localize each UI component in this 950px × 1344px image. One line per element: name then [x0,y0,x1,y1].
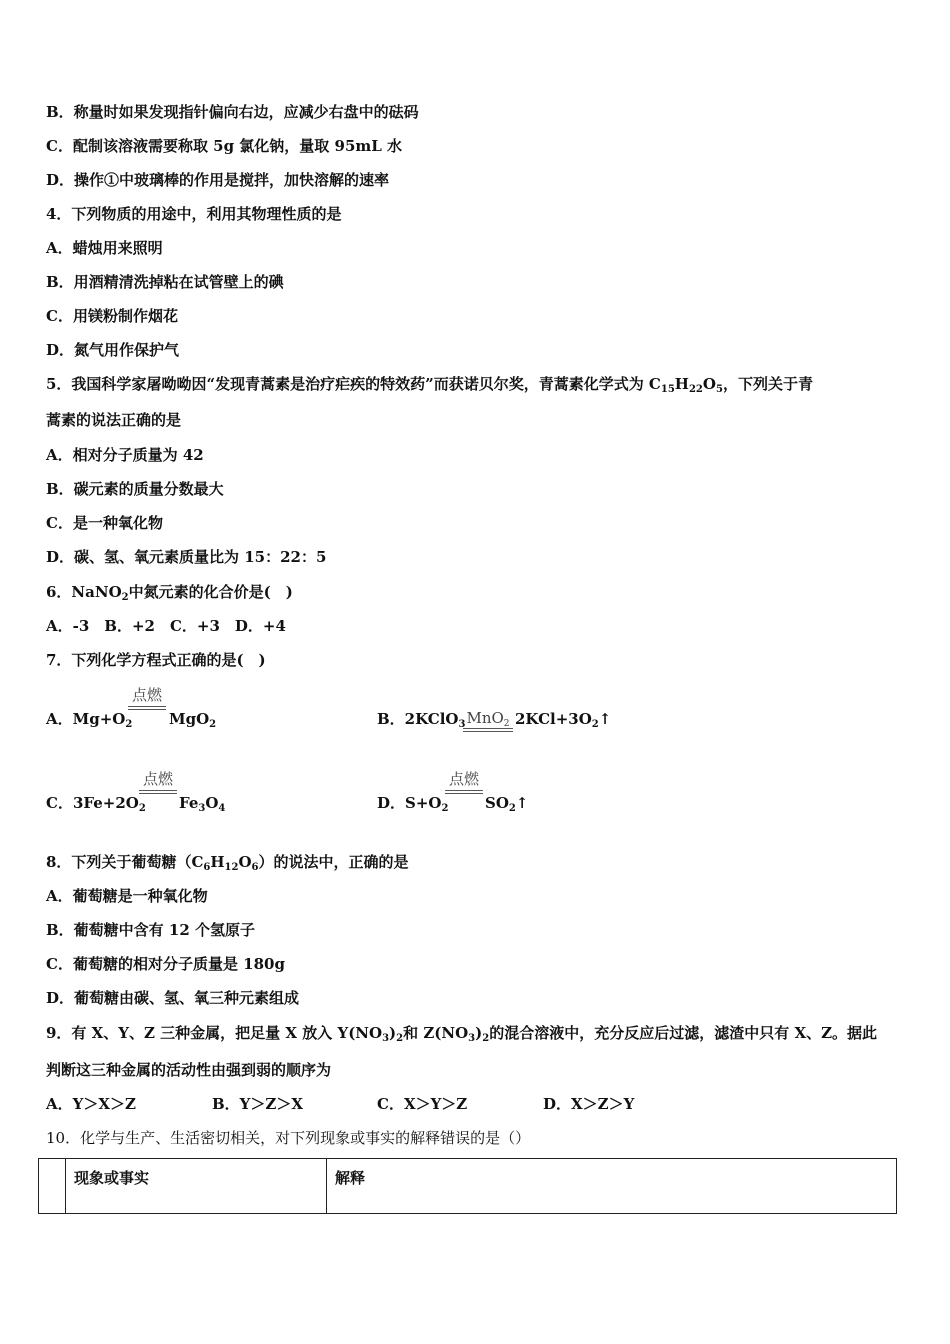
q7-option-b-right: $2KCl+3O_2↑$ [515,710,612,730]
q5-stem-line1: 5．我国科学家屠呦呦因“发现青蒿素是治疗疟疾的特效药”而获诺贝尔奖，青蒿素化学式为 $C_{15}H_{22}O_5$，下列关于青 [46,375,813,395]
q8-option-d: D．葡萄糖由碳、氢、氧三种元素组成 [46,989,300,1007]
q10-stem: 10．化学与生产、生活密切相关，对下列现象或事实的解释错误的是（） [46,1129,531,1147]
table-header-phenomenon: 现象或事实 [66,1159,327,1214]
q7-c-ignite-condition: 点燃 [139,768,177,794]
q5-option-b: B．碳元素的质量分数最大 [46,480,224,498]
q7-option-a-right: MgO$_2$ [169,710,217,730]
q8-stem: 8．下列关于葡萄糖$(C_6H_{12}O_6)$的说法中，正确的是 [46,853,409,873]
q7-option-d-right: $SO_2↑$ [485,794,529,814]
q5-stem-line2: 蒿素的说法正确的是 [46,411,182,429]
q7-a-ignite-condition: 点燃 [128,684,166,710]
table-index-cell [39,1159,66,1214]
q5-option-a: A．相对分子质量为 42 [46,446,204,464]
q3-option-b: B．称量时如果发现指针偏向右边，应减少右盘中的砝码 [46,103,419,121]
q3-option-d: D．操作①中玻璃棒的作用是搅拌，加快溶解的速率 [46,171,390,189]
q7-stem: 7．下列化学方程式正确的是( ) [46,651,266,669]
table-header-explanation: 解释 [327,1159,897,1214]
q5-option-d: D．碳、氢、氧元素质量比为 15：22：5 [46,548,327,566]
q9-option-d: D．X＞Z＞Y [543,1095,635,1113]
table-header-row [39,1159,897,1214]
q3-option-c: C．配制该溶液需要称取 5g 氯化钠，量取 95mL 水 [46,137,403,155]
q6-stem: 6．NaNO$_2$中氮元素的化合价是( ) [46,583,293,603]
q9-option-c: C．X＞Y＞Z [377,1095,468,1113]
q10-table [38,1158,897,1214]
q9-option-b: B．Y＞Z＞X [212,1095,303,1113]
q4-option-b: B．用酒精清洗掉粘在试管壁上的碘 [46,273,284,291]
q4-option-c: C．用镁粉制作烟花 [46,307,178,325]
q4-stem: 4．下列物质的用途中，利用其物理性质的是 [46,205,342,223]
q7-d-ignite-condition: 点燃 [445,768,483,794]
q8-option-b: B．葡萄糖中含有 12 个氢原子 [46,921,255,939]
q7-option-d-left: D．$S+O_2$ [377,794,449,814]
q5-option-c: C．是一种氧化物 [46,514,163,532]
q7-b-catalyst-condition: MnO$_2$ [463,709,513,732]
q9-stem-line1: 9．有 X、Y、Z 三种金属，把足量 X 放入 $Y(NO_3)_2$和 $Z(NO_3)_2$的混合溶液中，充分反应后过滤，滤渣中只有 X、Z。据此 [46,1024,878,1044]
q7-option-c-right: $Fe_3O_4$ [179,794,226,814]
q8-option-a: A．葡萄糖是一种氧化物 [46,887,208,905]
gas-up-arrow: ↑ [515,794,529,812]
q7-option-b-left: B．2KClO$_3$ [377,710,466,730]
q4-option-d: D．氮气用作保护气 [46,341,180,359]
q8-option-c: C．葡萄糖的相对分子质量是 180g [46,955,285,973]
q7-option-a-left: A．$Mg+O_2$ [46,710,133,730]
q9-stem-line2: 判断这三种金属的活动性由强到弱的顺序为 [46,1061,332,1079]
gas-up-arrow: ↑ [598,710,612,728]
q7-option-c-left: C．$3Fe+2O_2$ [46,794,146,814]
q9-option-a: A．Y＞X＞Z [46,1095,136,1113]
q6-options: A．-3 B．+2 C．+3 D．+4 [46,617,286,635]
q4-option-a: A．蜡烛用来照明 [46,239,163,257]
